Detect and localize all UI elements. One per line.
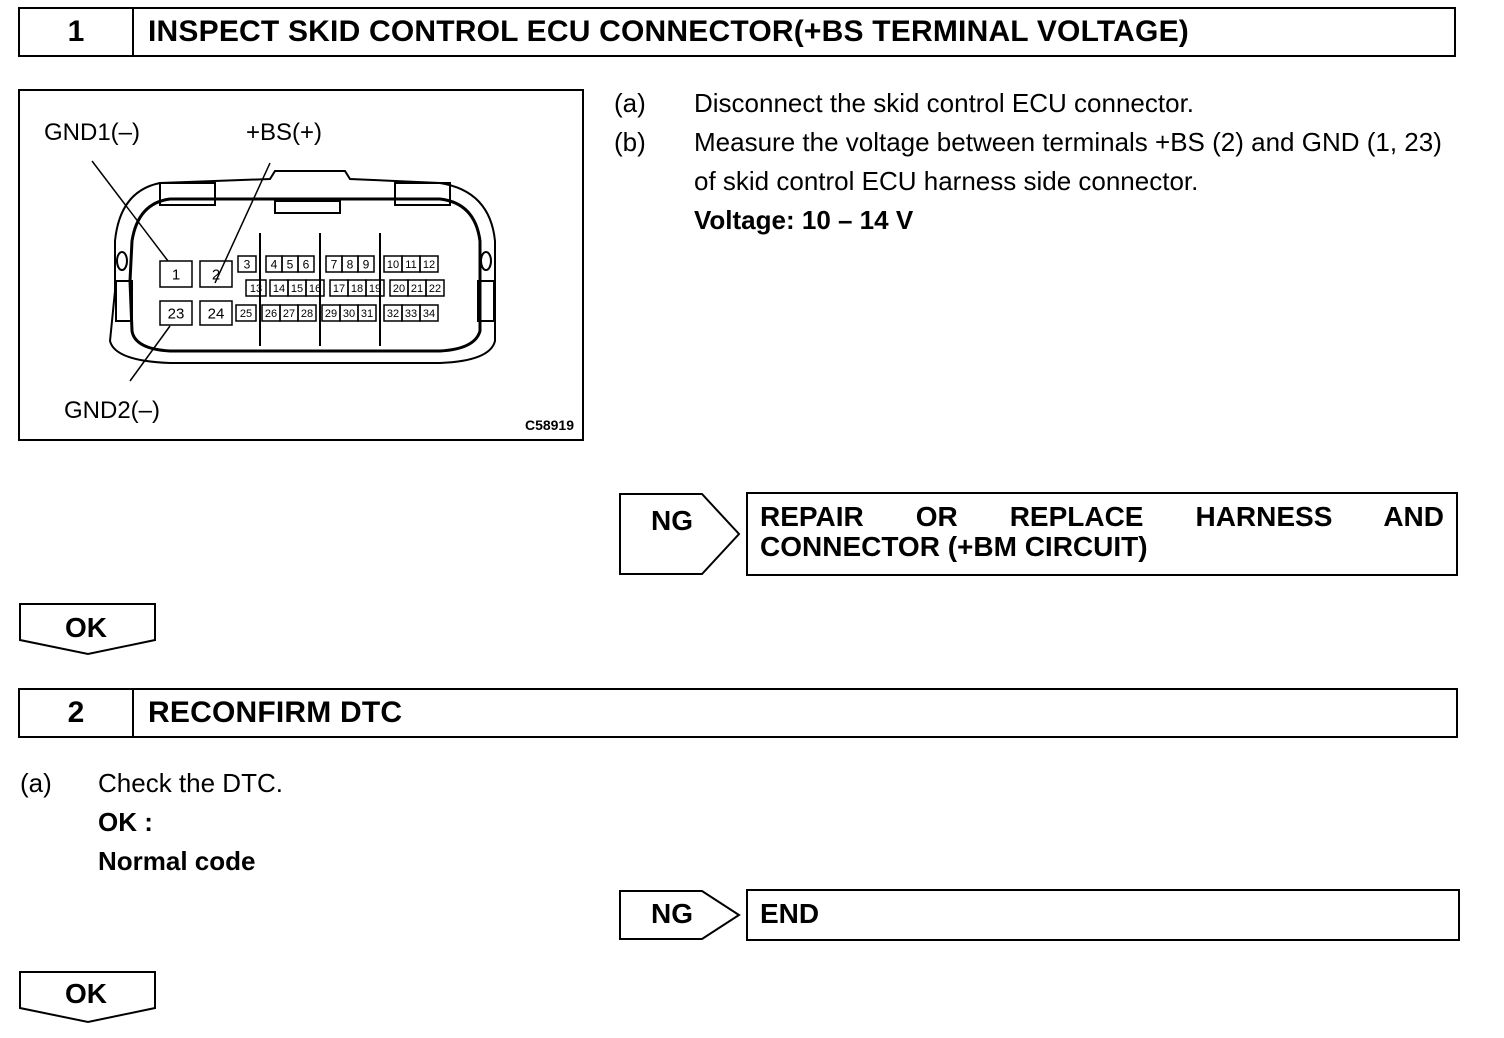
- connector-pin-number: 22: [428, 282, 442, 295]
- connector-pin-number: 33: [404, 307, 418, 320]
- figure-code: C58919: [524, 417, 574, 433]
- connector-pin-number: 15: [290, 282, 304, 295]
- connector-pin-number: 12: [422, 258, 436, 271]
- connector-pin-number: 9: [362, 257, 370, 272]
- instruction-label: (a): [614, 88, 646, 118]
- ok-label: OK: [65, 612, 107, 643]
- connector-pin-number: 25: [239, 307, 253, 320]
- gnd1-label: GND1(–): [44, 119, 141, 146]
- connector-pin-number: 18: [350, 282, 364, 295]
- ng-result-text: END: [760, 898, 820, 929]
- step-2-header: [18, 688, 1458, 738]
- connector-pin-number: 16: [308, 282, 322, 295]
- connector-pin-number: 21: [410, 282, 424, 295]
- connector-pin-number: 5: [286, 257, 294, 272]
- connector-pin-number: 30: [342, 307, 356, 320]
- instruction-text: Check the DTC.: [98, 768, 283, 798]
- ng-result-box: [746, 889, 1460, 941]
- bs-label: +BS(+): [246, 119, 323, 146]
- instruction-text: Disconnect the skid control ECU connector.: [694, 88, 1195, 118]
- connector-pin-number: 14: [272, 282, 286, 295]
- connector-pin-number: 20: [392, 282, 406, 295]
- ng-label: NG: [651, 505, 693, 536]
- step-number: 2: [20, 690, 134, 736]
- connector-pin-number: 31: [360, 307, 374, 320]
- instruction-a: [20, 764, 620, 803]
- connector-pin-number: 26: [264, 307, 278, 320]
- connector-pin-number: 34: [422, 307, 436, 320]
- connector-pin-number: 4: [270, 257, 278, 272]
- step-title: INSPECT SKID CONTROL ECU CONNECTOR(+BS TERMINAL VOLTAGE): [148, 15, 1189, 48]
- connector-pin-number: 19: [368, 282, 382, 295]
- ng-result-line-1: REPAIR OR REPLACE HARNESS AND: [760, 501, 1444, 532]
- step-2-instructions: [20, 764, 620, 881]
- connector-pin-number: 32: [386, 307, 400, 320]
- connector-pin-number: 3: [243, 257, 251, 272]
- ok-label: OK: [65, 978, 107, 1009]
- connector-pin-number: 11: [405, 258, 417, 271]
- connector-pin-number: 7: [330, 257, 338, 272]
- instruction-label: (b): [614, 127, 646, 157]
- instruction-text: Measure the voltage between terminals +BS (2) and GND (1, 23) of skid control ECU harness side connector.: [694, 127, 1442, 196]
- connector-pin-number: 6: [302, 257, 310, 272]
- connector-pin-number: 2: [211, 266, 221, 284]
- connector-pin-number: 1: [171, 266, 181, 284]
- step-title: RECONFIRM DTC: [148, 696, 403, 729]
- ok-spec-label: OK :: [98, 807, 153, 837]
- connector-pin-number: 28: [300, 307, 314, 320]
- connector-pin-number: 27: [282, 307, 296, 320]
- connector-pin-number: 13: [249, 282, 263, 295]
- connector-pin-number: 23: [167, 305, 185, 323]
- instruction-label: (a): [20, 768, 52, 798]
- ok-spec-value: Normal code: [98, 846, 256, 876]
- connector-pin-number: 8: [346, 257, 354, 272]
- voltage-spec: Voltage: 10 – 14 V: [694, 205, 914, 235]
- spec-row: [614, 201, 1464, 240]
- gnd2-label: GND2(–): [64, 397, 161, 424]
- step-number: 1: [20, 9, 134, 55]
- ng-label: NG: [651, 898, 693, 929]
- ng-result-box: [746, 492, 1458, 576]
- ng-result-line-2: CONNECTOR (+BM CIRCUIT): [760, 531, 1148, 562]
- connector-pin-number: 29: [324, 307, 338, 320]
- step-1-instructions: [614, 84, 1464, 240]
- ok-spec-row: [20, 803, 620, 842]
- connector-pin-number: 17: [332, 282, 346, 295]
- connector-pin-number: 24: [207, 305, 225, 323]
- instruction-b: [614, 123, 1464, 201]
- instruction-a: [614, 84, 1464, 123]
- ok-spec-value-row: [20, 842, 620, 881]
- step-1-header: [18, 7, 1456, 57]
- connector-diagram: [18, 89, 584, 441]
- connector-pin-number: 10: [386, 258, 400, 271]
